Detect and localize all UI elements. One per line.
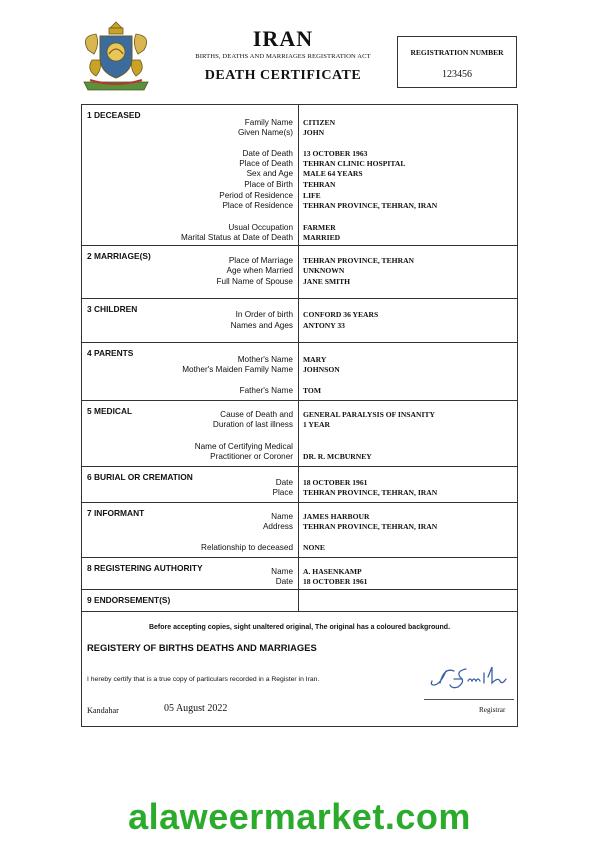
certificate-table [81,104,518,727]
field-label: Address [262,522,293,531]
field-label: Duration of last illness [212,420,293,429]
registrar-label: Registrar [479,706,506,714]
relationship-value: NONE [303,543,325,552]
field-label: Father's Name [239,386,293,395]
authenticity-note: Before accepting copies, sight unaltered original, The original has a coloured background. [148,624,451,631]
field-label: Relationship to deceased [201,543,293,552]
maiden-name-value: JOHNSON [303,365,340,374]
field-label: Name [271,512,293,521]
field-label: Date [275,577,293,586]
section-title: 9 ENDORSEMENT(S) [87,595,171,605]
field-label: Place of Death [239,159,293,168]
signature-line [424,699,514,700]
registrar-name-value: A. HASENKAMP [303,567,362,576]
act-subtitle: BIRTHS, DEATHS AND MARRIAGES REGISTRATION ACT [195,53,371,60]
field-label: Place [272,488,293,497]
field-label: Age when Married [226,266,293,275]
occupation-value: FARMER [303,223,336,232]
certification-text: I hereby certify that is a true copy of particulars recorded in a Register in Iran. [87,676,320,683]
field-label: Given Name(s) [237,128,293,137]
section-deceased [82,105,517,246]
section-title: 5 MEDICAL [87,406,133,416]
marriage-place-value: TEHRAN PROVINCE, TEHRAN [303,256,415,265]
field-label: Sex and Age [246,169,293,178]
date-of-death-value: 13 OCTOBER 1963 [303,149,368,158]
spouse-value: JANE SMITH [303,277,351,286]
cause-value: GENERAL PARALYSIS OF INSANITY [303,410,436,419]
certificate-title: DEATH CERTIFICATE [204,68,362,83]
field-label: Place of Marriage [228,256,293,265]
section-title: 6 BURIAL OR CREMATION [87,472,193,482]
field-label: Mother's Name [237,355,293,364]
burial-place-value: TEHRAN PROVINCE, TEHRAN, IRAN [303,488,438,497]
informant-name-value: JAMES HARBOUR [303,512,370,521]
field-label: Family Name [244,118,293,127]
watermark-text: alaweermarket.com [128,796,471,837]
registration-label: REGISTRATION NUMBER [410,48,504,57]
field-label: Names and Ages [230,321,293,330]
section-informant [82,503,517,558]
place-of-death-value: TEHRAN CLINIC HOSPITAL [303,159,406,168]
informant-address-value: TEHRAN PROVINCE, TEHRAN, IRAN [303,522,438,531]
field-label: Usual Occupation [228,223,293,232]
place-of-birth-value: TEHRAN [303,180,336,189]
section-parents [82,343,517,401]
father-value: TOM [303,386,322,395]
sex-age-value: MALE 64 YEARS [303,169,363,178]
section-title: 4 PARENTS [87,348,134,358]
field-label: Date [275,478,293,487]
section-endorsement [82,590,517,612]
marital-status-value: MARRIED [303,233,341,242]
country-title: IRAN [252,26,314,51]
section-registering-authority [82,558,517,590]
field-label: Place of Birth [244,180,293,189]
field-label: Place of Residence [222,201,293,210]
field-label: Date of Death [242,149,293,158]
section-burial [82,467,517,503]
field-label: Mother's Maiden Family Name [182,365,293,374]
practitioner-value: DR. R. MCBURNEY [303,452,372,461]
field-label: Practitioner or Coroner [210,452,293,461]
field-label: Marital Status at Date of Death [181,233,293,242]
field-label: Name [271,567,293,576]
duration-value: 1 YEAR [303,420,330,429]
marriage-age-value: UNKNOWN [303,266,345,275]
children-names-value: ANTONY 33 [303,321,345,330]
place-residence-value: TEHRAN PROVINCE, TEHRAN, IRAN [303,201,438,210]
family-name-value: CITIZEN [303,118,336,127]
registration-number: 123456 [442,69,472,80]
burial-date-value: 18 OCTOBER 1961 [303,478,368,487]
coat-of-arms-emblem [78,20,154,94]
section-children [82,299,517,343]
section-medical [82,401,517,467]
mother-value: MARY [303,355,327,364]
section-marriage [82,246,517,299]
period-residence-value: LIFE [303,191,321,200]
section-title: 1 DECEASED [87,110,141,120]
issue-date: 05 August 2022 [164,703,228,714]
field-label: Full Name of Spouse [216,277,293,286]
registry-heading: REGISTERY OF BIRTHS DEATHS AND MARRIAGES [87,642,317,653]
registration-date-value: 18 OCTOBER 1961 [303,577,368,586]
section-title: 7 INFORMANT [87,508,145,518]
field-label: In Order of birth [235,310,293,319]
section-title: 2 MARRIAGE(S) [87,251,151,261]
section-title: 8 REGISTERING AUTHORITY [87,563,203,573]
children-order-value: CONFORD 36 YEARS [303,310,379,319]
issue-place: Kandahar [87,706,119,715]
registration-box [397,36,517,88]
section-title: 3 CHILDREN [87,304,138,314]
field-label: Cause of Death and [220,410,293,419]
field-label: Name of Certifying Medical [194,442,293,451]
given-names-value: JOHN [303,128,325,137]
registrar-signature [428,663,518,691]
field-label: Period of Residence [219,191,293,200]
